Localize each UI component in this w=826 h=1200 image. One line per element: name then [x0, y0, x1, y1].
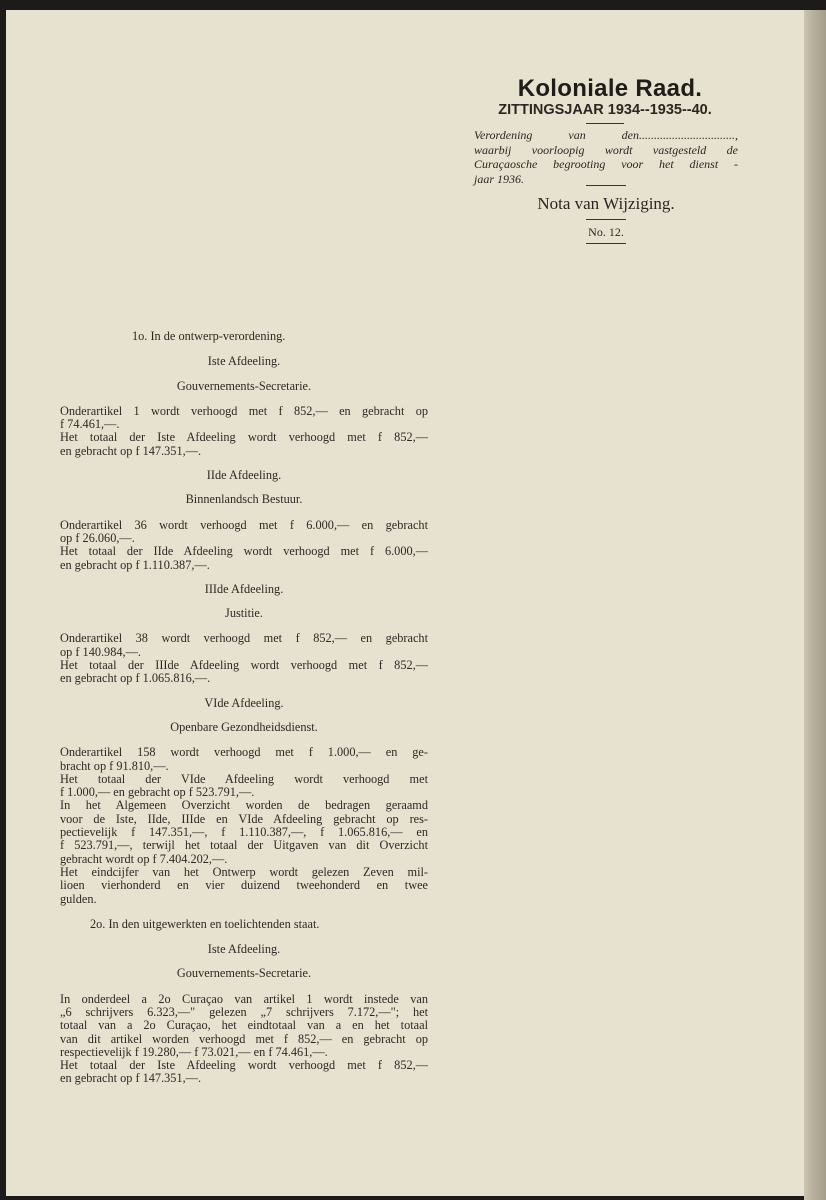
- show-through-text: [60, 78, 432, 298]
- header-rule: [586, 123, 624, 124]
- nota-title: Nota van Wijziging.: [537, 194, 675, 213]
- intro-line: Curaçaosche begrooting voor het dienst -: [474, 157, 738, 172]
- paragraph: [60, 632, 428, 685]
- dienst-heading: Gouvernements-Secretarie.: [176, 378, 312, 393]
- text-line: gebracht wordt op f 7.404.202,—.: [60, 851, 228, 866]
- dienst-heading: Binnenlandsch Bestuur.: [185, 492, 303, 507]
- text-line: respectievelijk f 19.280,— f 73.021,— en f 74.461,—.: [60, 1044, 328, 1059]
- text-line: en gebracht op f 147.351,—.: [60, 1071, 202, 1086]
- text-line: Onderartikel 158 wordt verhoogd met f 1.000,— en ge-: [60, 745, 428, 760]
- dienst-heading: Justitie.: [225, 606, 263, 621]
- text-line: voor de Iste, IIde, IIIde en VIde Afdeeling gebracht op res-: [60, 811, 428, 826]
- text-line: Het totaal der VIde Afdeeling wordt verhoogd met: [60, 771, 428, 786]
- text-line: Onderartikel 38 wordt verhoogd met f 852,— en gebracht: [60, 631, 428, 646]
- nota-rule-top: [586, 185, 626, 186]
- text-line: Het totaal der IIIde Afdeeling wordt verhoogd met f 852,—: [60, 658, 428, 673]
- text-line: f 1.000,— en gebracht op f 523.791,—.: [60, 785, 255, 800]
- intro-line: jaar 1936.: [474, 171, 525, 186]
- text-line: Onderartikel 1 wordt verhoogd met f 852,— en gebracht op: [60, 403, 428, 418]
- scan-top-border: [0, 0, 826, 10]
- text-line: gulden.: [60, 891, 97, 906]
- paragraph: [60, 519, 428, 572]
- ordinance-intro: [474, 128, 738, 186]
- number-rule: [586, 243, 626, 244]
- text-line: totaal van a 2o Curaçao, het eindtotaal van a en het totaal: [60, 1018, 428, 1033]
- page-edge: [804, 10, 826, 1200]
- intro-line: Verordening van den................................,: [474, 128, 738, 142]
- dienst-heading: Gouvernements-Secretarie.: [176, 966, 312, 981]
- text-line: bracht op f 91.810,—.: [60, 758, 169, 773]
- afdeeling-heading: IIde Afdeeling.: [206, 468, 282, 483]
- text-line: Het totaal der IIde Afdeeling wordt verhoogd met f 6.000,—: [60, 544, 428, 559]
- session-year: ZITTINGSJAAR 1934--1935--40.: [498, 102, 712, 118]
- text-line: lioen vierhonderd en vier duizend tweehonderd en twee: [60, 878, 428, 893]
- intro-line: waarbij voorloopig wordt vastgesteld de: [474, 142, 738, 157]
- document-body: [60, 330, 428, 1086]
- paragraph: [60, 746, 428, 906]
- text-line: f 74.461,—.: [60, 417, 120, 432]
- text-line: „6 schrijvers 6.323,—" gelezen „7 schrijvers 7.172,—"; het: [60, 1004, 428, 1019]
- section-heading: 2o. In den uitgewerkten en toelichtenden staat.: [90, 916, 320, 931]
- text-line: Het totaal der Iste Afdeeling wordt verhoogd met f 852,—: [60, 430, 428, 445]
- afdeeling-heading: Iste Afdeeling.: [207, 942, 281, 957]
- afdeeling-heading: Iste Afdeeling.: [207, 354, 281, 369]
- text-line: van dit artikel worden verhoogd met f 852,— en gebracht op: [60, 1031, 428, 1046]
- text-line: In onderdeel a 2o Curaçao van artikel 1 wordt instede van: [60, 991, 428, 1006]
- dienst-heading: Openbare Gezondheidsdienst.: [170, 719, 318, 734]
- text-line: f 523.791,—, terwijl het totaal der Uitgaven van dit Overzicht: [60, 838, 428, 853]
- document-header: [470, 76, 740, 124]
- text-line: Het totaal der Iste Afdeeling wordt verhoogd met f 852,—: [60, 1058, 428, 1073]
- text-line: en gebracht op f 1.065.816,—.: [60, 671, 211, 686]
- afdeeling-heading: VIde Afdeeling.: [204, 695, 284, 710]
- afdeeling-heading: IIIde Afdeeling.: [204, 581, 284, 596]
- text-line: op f 140.984,—.: [60, 644, 141, 659]
- text-line: Het eindcijfer van het Ontwerp wordt gelezen Zeven mil-: [60, 864, 428, 879]
- text-line: Onderartikel 36 wordt verhoogd met f 6.000,— en gebracht: [60, 517, 428, 532]
- text-line: pectievelijk f 147.351,—, f 1.110.387,—, f 1.065.816,— en: [60, 825, 428, 840]
- text-line: en gebracht op f 1.110.387,—.: [60, 557, 210, 572]
- section-heading: 1o. In de ontwerp-verordening.: [132, 329, 286, 343]
- nota-rule-bottom: [586, 219, 626, 220]
- text-line: op f 26.060,—.: [60, 530, 135, 545]
- nota-number: No. 12.: [588, 225, 624, 239]
- text-line: In het Algemeen Overzicht worden de bedragen geraamd: [60, 798, 428, 813]
- council-title: Koloniale Raad.: [517, 75, 703, 102]
- text-line: en gebracht op f 147.351,—.: [60, 443, 202, 458]
- paragraph: [60, 993, 428, 1086]
- paragraph: [60, 405, 428, 458]
